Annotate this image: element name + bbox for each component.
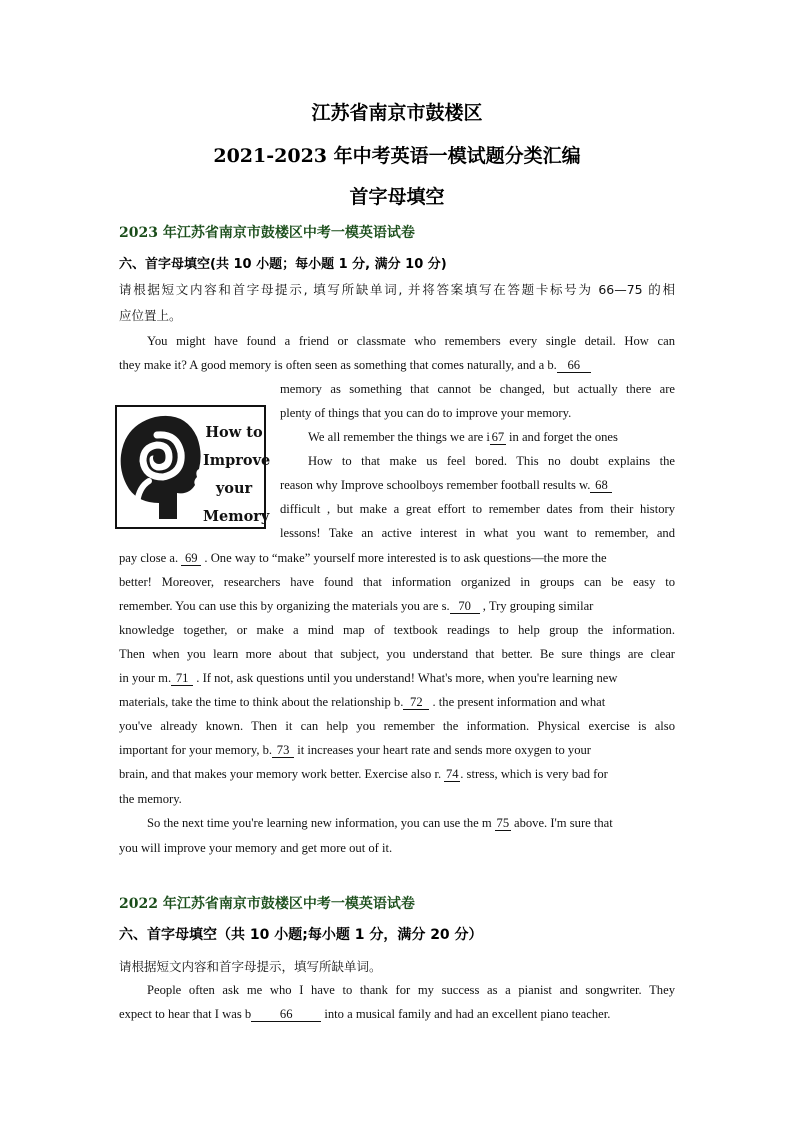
section-2022-instruction: 请根据短文内容和首字母提示，填写所缺单词。 [119,959,382,974]
passage-line: better! Moreover, researchers have found that information organized in groups can be easy to [119,575,675,589]
blank-66-2022[interactable]: 66 [251,1007,321,1022]
passage-line: important for your memory, b. 73 it increases your heart rate and sends more oxygen to your [119,743,591,757]
blank-69[interactable]: 69 [181,551,201,566]
section-2023-instruction: 请根据短文内容和首字母提示, 填写所缺单词, 并将答案填写在答题卡标号为 66—75 的相 [119,282,675,297]
passage-line: difficult , but make a great effort to remember dates from their history [280,502,675,516]
passage-line: in your m. 71 . If not, ask questions until you understand! What's more, when you're learning new [119,671,618,685]
blank-75[interactable]: 75 [496,816,510,830]
section-2023-instruction-cont: 应位置上。 [119,308,182,323]
section-2023-heading: 2023 年江苏省南京市鼓楼区中考一模英语试卷 [119,225,415,241]
passage-line: knowledge together, or make a mind map of textbook readings to help group the information. [119,623,675,637]
title-region: 江苏省南京市鼓楼区 [311,102,483,124]
blank-68[interactable]: 68 [590,478,612,493]
passage-line: expect to hear that I was b 66 into a musical family and had an excellent piano teacher. [119,1007,611,1021]
passage-line: People often ask me who I have to thank for my success as a pianist and songwriter. They [147,983,675,997]
passage-line: reason why Improve schoolboys remember football results w. 68 [280,478,675,493]
head-spiral-icon [119,411,203,523]
section-2022-heading: 2022 年江苏省南京市鼓楼区中考一模英语试卷 [119,896,415,912]
title-topic: 首字母填空 [349,186,445,208]
passage-line: How to that make us feel bored. This no doubt explains the [308,454,675,468]
blank-67[interactable]: 67 [491,430,505,444]
passage-line: lessons! Take an active interest in what you want to remember, and [280,526,675,540]
blank-66[interactable]: 66 [557,358,591,373]
memory-illustration [115,405,271,529]
passage-line: they make it? A good memory is often seen as something that comes naturally, and a b. 66 [119,358,675,373]
passage-line: You might have found a friend or classmate who remembers every single detail. How can [147,334,675,348]
blank-72[interactable]: 72 [403,695,429,710]
blank-70[interactable]: 70 [450,599,480,614]
passage-line: the memory. [119,792,182,806]
passage-line: We all remember the things we are i 67 in and forget the ones [308,430,618,444]
section-2023-question-head: 六、首字母填空(共 10 小题；每小题 1 分, 满分 10 分) [119,257,447,272]
passage-line: you will improve your memory and get more out of it. [119,841,393,855]
passage-line: So the next time you're learning new information, you can use the m 75 above. I'm sure that [147,816,613,830]
passage-line: pay close a. 69 . One way to “make” yourself more interested is to ask questions—the more the [119,551,607,565]
section-2022-question-head: 六、首字母填空（共 10 小题;每小题 1 分，满分 20 分） [119,927,483,943]
passage-line: materials, take the time to think about the relationship b. 72 . the present information and what [119,695,606,709]
passage-line: brain, and that makes your memory work better. Exercise also r. 74 . stress, which is very bad for [119,767,608,781]
passage-line: Then when you learn more about that subject, you understand that better. Be sure things are clear [119,647,675,661]
blank-73[interactable]: 73 [272,743,294,758]
blank-71[interactable]: 71 [171,671,193,686]
illustration-caption: How to Improve your Memory [203,424,271,525]
passage-line: memory as something that cannot be changed, but actually there are [280,382,675,396]
blank-74[interactable]: 74 [445,767,459,781]
title-subject: 2021-2023 年中考英语一模试题分类汇编 [213,145,581,167]
passage-line: remember. You can use this by organizing the materials you are s. 70 , Try grouping similar [119,599,594,613]
passage-line: plenty of things that you can do to improve your memory. [280,406,572,420]
passage-line: you've already known. Then it can help you remember the information. Physical exercise is also [119,719,675,733]
